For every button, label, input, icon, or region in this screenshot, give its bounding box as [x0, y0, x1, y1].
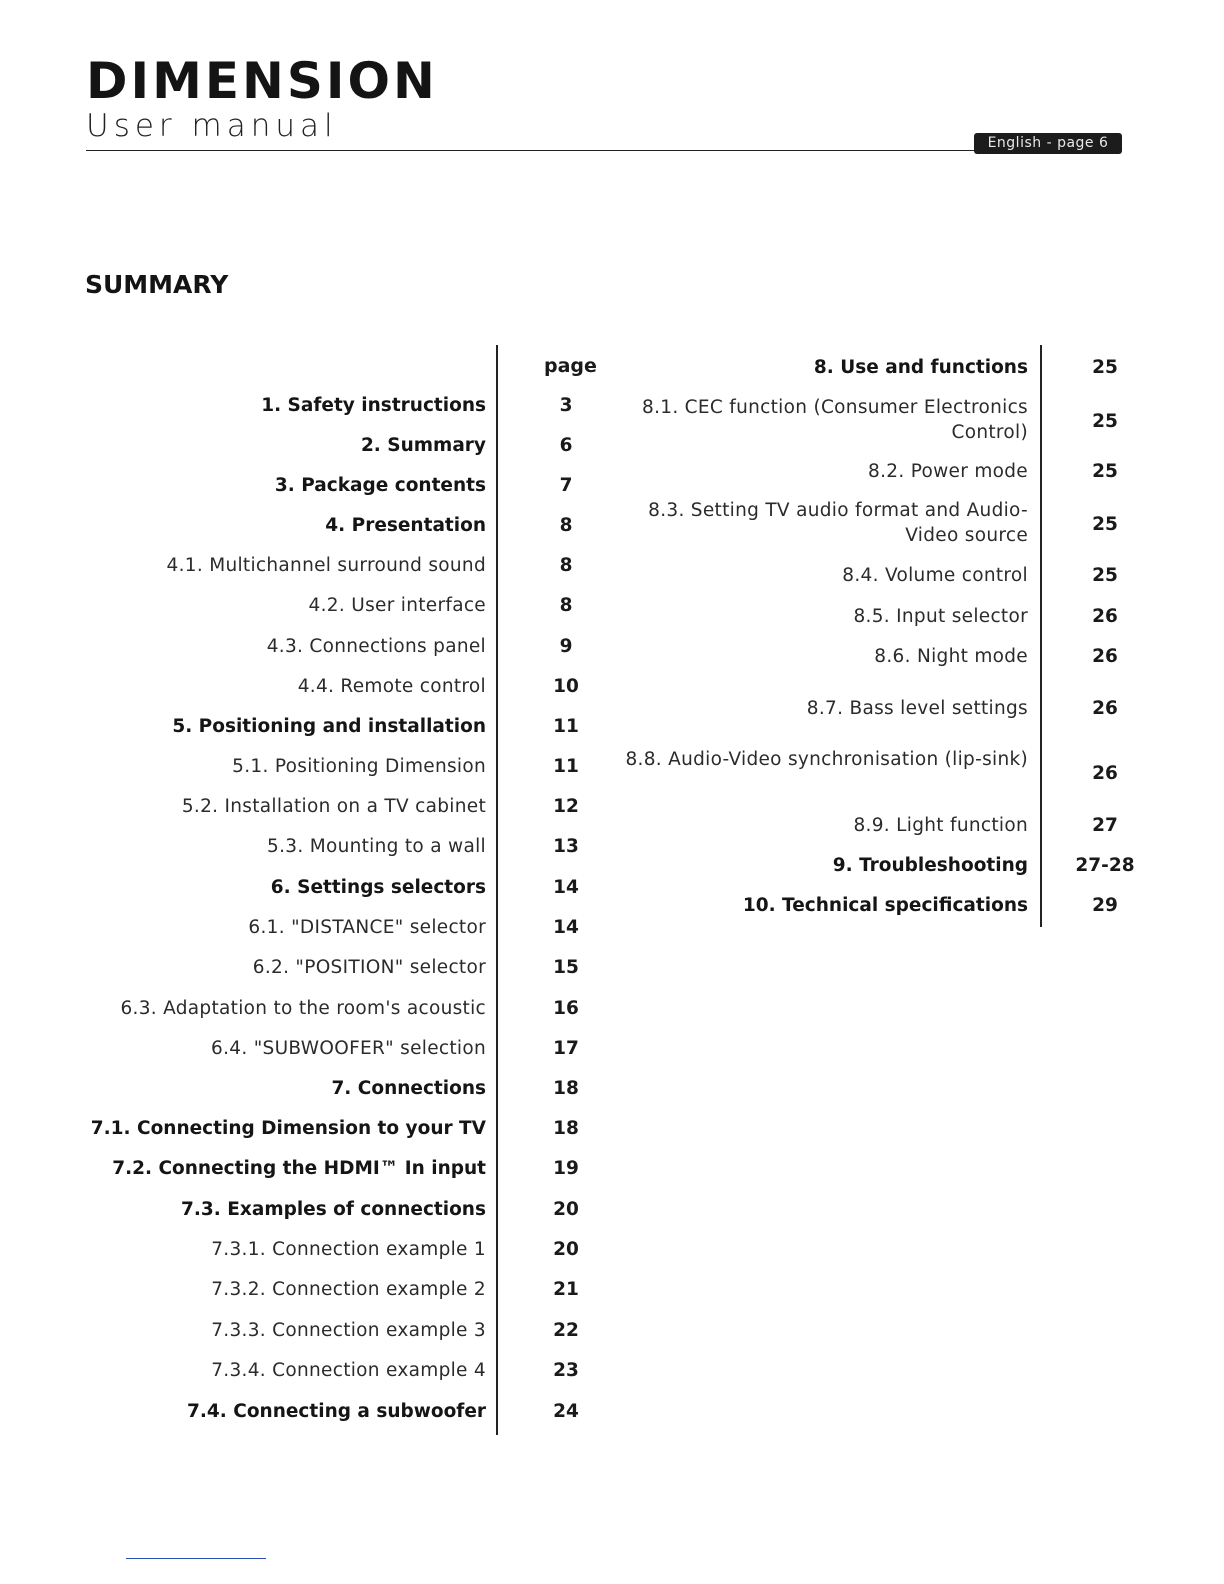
toc-entry-title: 5. Positioning and installation — [172, 716, 486, 737]
toc-entry-page: 8 — [559, 515, 573, 536]
toc-entry[interactable] — [100, 1275, 579, 1305]
toc-entry[interactable] — [100, 832, 579, 862]
toc-entry-title: 3. Package contents — [274, 475, 486, 496]
toc-entry[interactable] — [100, 712, 579, 742]
toc-entry-page: 18 — [553, 1118, 579, 1139]
toc-entry-title: 7.3. Examples of connections — [181, 1199, 486, 1220]
toc-entry-title: 8.9. Light function — [853, 815, 1028, 836]
toc-entry-title: 4.1. Multichannel surround sound — [166, 555, 486, 576]
toc-entry[interactable] — [100, 1074, 579, 1104]
toc-entry-page: 25 — [1092, 461, 1118, 482]
toc-entry-page: 19 — [553, 1158, 579, 1179]
toc-entry-title: 8.3. Setting TV audio format and Audio-Video source — [648, 500, 1028, 546]
toc-entry-title: 4.3. Connections panel — [266, 636, 486, 657]
toc-entry-title: 4. Presentation — [325, 515, 486, 536]
toc-entry-page: 22 — [553, 1320, 579, 1341]
toc-entry[interactable] — [600, 642, 1118, 672]
toc-entry-page: 13 — [553, 836, 579, 857]
toc-entry-title: 6.3. Adaptation to the room's acoustic — [120, 998, 486, 1019]
toc-entry-page: 6 — [559, 435, 573, 456]
toc-entry-page: 20 — [553, 1239, 579, 1260]
toc-entry-page: 3 — [559, 395, 573, 416]
toc-left-divider — [496, 345, 498, 1435]
toc-entry[interactable] — [100, 913, 579, 943]
toc-entry-title: 9. Troubleshooting — [832, 855, 1028, 876]
toc-entry-title: 5.1. Positioning Dimension — [232, 756, 486, 777]
toc-entry[interactable] — [100, 1356, 579, 1386]
toc-entry[interactable] — [100, 551, 573, 581]
toc-entry-page: 18 — [553, 1078, 579, 1099]
toc-entry[interactable] — [100, 471, 573, 501]
toc-entry-page: 21 — [553, 1279, 579, 1300]
brand-title: DIMENSION — [86, 52, 438, 110]
toc-entry-page: 9 — [559, 636, 573, 657]
toc-entry-page: 26 — [1092, 698, 1118, 719]
toc-entry-title: 8.8. Audio-Video synchronisation (lip-sink) — [625, 749, 1028, 770]
page-column-header: page — [544, 355, 597, 377]
toc-entry-page: 14 — [553, 877, 579, 898]
toc-entry[interactable] — [100, 391, 573, 421]
toc-entry-page: 8 — [559, 595, 573, 616]
header-divider — [86, 150, 1122, 151]
toc-entry-page: 25 — [1092, 411, 1118, 432]
toc-entry[interactable] — [100, 994, 579, 1024]
toc-entry-title: 8.4. Volume control — [842, 565, 1028, 586]
toc-entry[interactable] — [600, 498, 1118, 552]
toc-entry[interactable] — [600, 891, 1118, 921]
toc-entry[interactable] — [100, 1397, 579, 1427]
toc-entry-page: 17 — [553, 1038, 579, 1059]
toc-entry[interactable] — [600, 747, 1118, 801]
toc-entry[interactable] — [600, 694, 1118, 724]
language-page-badge: English - page 6 — [974, 133, 1122, 154]
toc-entry-page: 16 — [553, 998, 579, 1019]
toc-entry-title: 7.1. Connecting Dimension to your TV — [90, 1118, 486, 1139]
toc-entry[interactable] — [100, 792, 579, 822]
toc-entry[interactable] — [100, 672, 579, 702]
toc-entry-title: 6.2. "POSITION" selector — [252, 957, 486, 978]
toc-entry-page: 15 — [553, 957, 579, 978]
toc-entry-title: 1. Safety instructions — [261, 395, 486, 416]
toc-entry-title: 7.3.4. Connection example 4 — [211, 1360, 486, 1381]
toc-entry-page: 27-28 — [1075, 855, 1135, 876]
toc-entry-title: 6. Settings selectors — [270, 877, 486, 898]
toc-entry-page: 25 — [1092, 565, 1118, 586]
toc-entry-page: 24 — [553, 1401, 579, 1422]
toc-entry-page: 26 — [1092, 606, 1118, 627]
toc-entry-page: 20 — [553, 1199, 579, 1220]
toc-entry-title: 8.2. Power mode — [868, 461, 1028, 482]
toc-entry-page: 8 — [559, 555, 573, 576]
toc-entry-page: 11 — [553, 716, 579, 737]
toc-entry-page: 29 — [1092, 895, 1118, 916]
toc-entry[interactable] — [100, 632, 573, 662]
toc-entry[interactable] — [600, 395, 1118, 449]
toc-entry-page: 10 — [553, 676, 579, 697]
toc-entry[interactable] — [100, 591, 573, 621]
toc-entry[interactable] — [100, 1235, 579, 1265]
toc-entry[interactable] — [100, 1154, 579, 1184]
toc-entry-title: 7.2. Connecting the HDMI™ In input — [112, 1158, 486, 1179]
toc-entry[interactable] — [100, 752, 579, 782]
toc-entry-title: 8.5. Input selector — [853, 606, 1028, 627]
toc-entry-title: 8. Use and functions — [813, 357, 1028, 378]
toc-entry-title: 4.4. Remote control — [297, 676, 486, 697]
toc-entry-page: 12 — [553, 796, 579, 817]
toc-right-divider — [1040, 345, 1042, 927]
toc-entry-title: 8.1. CEC function (Consumer Electronics Control) — [642, 397, 1028, 443]
toc-entry-page: 25 — [1092, 357, 1118, 378]
toc-entry[interactable] — [600, 811, 1118, 841]
toc-entry[interactable] — [100, 1195, 579, 1225]
toc-entry-page: 11 — [553, 756, 579, 777]
toc-entry-title: 4.2. User interface — [308, 595, 486, 616]
toc-entry-title: 7.3.2. Connection example 2 — [211, 1279, 486, 1300]
toc-entry-title: 7.4. Connecting a subwoofer — [187, 1401, 486, 1422]
toc-entry[interactable] — [600, 353, 1118, 383]
document-subtitle: User manual — [86, 108, 338, 144]
toc-entry-title: 7. Connections — [331, 1078, 486, 1099]
toc-entry[interactable] — [100, 1034, 579, 1064]
toc-entry-page: 25 — [1092, 514, 1118, 535]
toc-entry-title: 10. Technical specifications — [742, 895, 1028, 916]
toc-entry[interactable] — [100, 511, 573, 541]
toc-entry-title: 6.1. "DISTANCE" selector — [248, 917, 486, 938]
toc-entry-page: 7 — [559, 475, 573, 496]
toc-entry-title: 5.3. Mounting to a wall — [267, 836, 486, 857]
toc-entry[interactable] — [100, 873, 579, 903]
toc-entry-title: 6.4. "SUBWOOFER" selection — [211, 1038, 486, 1059]
toc-entry-title: 7.3.3. Connection example 3 — [211, 1320, 486, 1341]
toc-entry-page: 27 — [1092, 815, 1118, 836]
toc-entry-title: 2. Summary — [360, 435, 486, 456]
toc-entry[interactable] — [100, 953, 579, 983]
toc-entry-page: 26 — [1092, 763, 1118, 784]
toc-entry[interactable] — [100, 431, 573, 461]
page-title: SUMMARY — [85, 270, 229, 299]
toc-entry-page: 23 — [553, 1360, 579, 1381]
toc-entry-page: 14 — [553, 917, 579, 938]
toc-entry[interactable] — [90, 1114, 579, 1144]
toc-entry-title: 5.2. Installation on a TV cabinet — [181, 796, 486, 817]
toc-entry[interactable] — [600, 602, 1118, 632]
toc-entry-page: 26 — [1092, 646, 1118, 667]
toc-entry[interactable] — [600, 457, 1118, 487]
footer-link-underline — [126, 1558, 266, 1559]
toc-entry-title: 8.7. Bass level settings — [806, 698, 1028, 719]
toc-entry-title: 7.3.1. Connection example 1 — [211, 1239, 486, 1260]
toc-entry[interactable] — [600, 851, 1135, 881]
toc-entry-title: 8.6. Night mode — [874, 646, 1028, 667]
toc-entry[interactable] — [100, 1316, 579, 1346]
toc-entry[interactable] — [600, 561, 1118, 591]
